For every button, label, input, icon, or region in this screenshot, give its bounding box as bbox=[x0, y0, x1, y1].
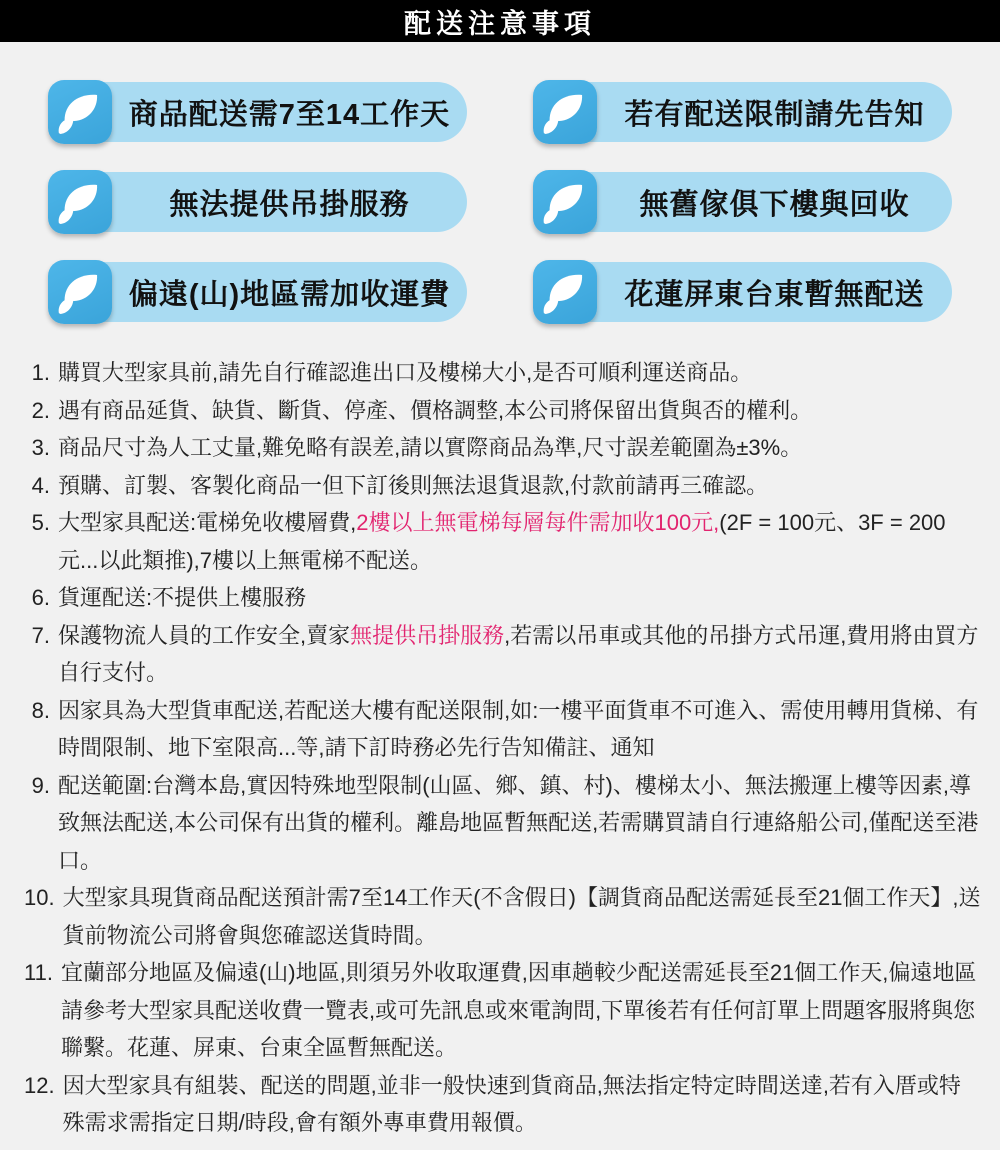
leaf-icon bbox=[48, 170, 112, 234]
note-item bbox=[24, 692, 982, 767]
badge-grid bbox=[0, 42, 1000, 324]
note-item bbox=[24, 354, 982, 392]
note-number: 7. bbox=[31, 622, 50, 648]
note-number: 12. bbox=[24, 1072, 55, 1098]
page-title: 配送注意事項 bbox=[404, 8, 596, 39]
note-text bbox=[58, 579, 982, 617]
note-text-segment: 因大型家具有組裝、配送的問題,並非一般快速到貨商品,無法指定特定時間送達,若有入厝或特殊需求需指定日期/時段,會有額外專車費用報價。 bbox=[62, 1072, 961, 1135]
note-text bbox=[58, 467, 982, 505]
note-number: 5. bbox=[31, 510, 50, 535]
badge bbox=[48, 80, 467, 144]
leaf-icon bbox=[48, 80, 112, 144]
note-text-segment: 貨運配送:不提供上樓服務 bbox=[58, 585, 307, 610]
note-number: 4. bbox=[31, 472, 50, 498]
badge-label: 無法提供吊掛服務 bbox=[169, 188, 410, 221]
note-text bbox=[58, 767, 982, 880]
note-item bbox=[24, 392, 982, 430]
note-number: 3. bbox=[31, 435, 50, 460]
note-number: 1. bbox=[31, 360, 50, 385]
note-item bbox=[24, 879, 982, 954]
badge-label: 偏遠(山)地區需加收運費 bbox=[128, 278, 451, 311]
note-text bbox=[58, 692, 982, 767]
note-text bbox=[58, 617, 982, 692]
note-text-segment: 因家具為大型貨車配送,若配送大樓有配送限制,如:一樓平面貨車不可進入、需使用轉用貨梯、有時間限制、地下室限高...等,請下訂時務必先行告知備註、通知 bbox=[58, 697, 979, 760]
note-item bbox=[24, 954, 982, 1067]
note-text-segment: 商品尺寸為人工丈量,難免略有誤差,請以實際商品為準,尺寸誤差範圍為±3%。 bbox=[58, 435, 803, 460]
note-text-segment: 宜蘭部分地區及偏遠(山)地區,則須另外收取運費,因車趟較少配送需延長至21個工作天,偏遠地區請參考大型家具配送收費一覽表,或可先訊息或來電詢問,下單後若有任何訂單上問題客服將與您聯繫。花蓮、屏東、台東全區暫無配送。 bbox=[60, 960, 977, 1060]
badge-label: 無舊傢俱下樓與回收 bbox=[639, 188, 910, 221]
badge bbox=[533, 170, 952, 234]
note-text bbox=[58, 429, 982, 467]
badge-label: 若有配送限制請先告知 bbox=[624, 98, 925, 131]
page-title-bar bbox=[0, 0, 1000, 42]
note-text-segment: 大型家具配送:電梯免收樓層費, bbox=[58, 510, 357, 535]
note-item bbox=[24, 467, 982, 505]
note-text bbox=[58, 354, 982, 392]
badge-label: 商品配送需7至14工作天 bbox=[128, 98, 451, 131]
note-text bbox=[63, 1067, 982, 1142]
leaf-icon bbox=[533, 80, 597, 144]
note-text bbox=[61, 954, 982, 1067]
note-number: 9. bbox=[31, 772, 50, 798]
note-text-segment: 大型家具現貨商品配送預計需7至14工作天(不含假日)【調貨商品配送需延長至21個工作天】,送貨前物流公司將會與您確認送貨時間。 bbox=[62, 885, 981, 948]
note-text-segment: 配送範圍:台灣本島,實因特殊地型限制(山區、鄉、鎮、村)、樓梯太小、無法搬運上樓等因素,導致無法配送,本公司保有出貨的權利。離島地區暫無配送,若需購買請自行連絡船公司,僅配送至港口。 bbox=[58, 772, 979, 873]
note-number: 8. bbox=[31, 697, 50, 723]
note-text-segment: (2F = 100元、3F = 200元...以此類推),7樓以上無電梯不配送。 bbox=[58, 510, 946, 573]
note-item bbox=[24, 617, 982, 692]
note-text bbox=[63, 879, 982, 954]
leaf-icon bbox=[533, 170, 597, 234]
note-number: 11. bbox=[24, 960, 53, 985]
note-item bbox=[24, 429, 982, 467]
badge bbox=[48, 170, 467, 234]
note-item bbox=[24, 767, 982, 880]
note-number: 6. bbox=[31, 585, 50, 610]
badge bbox=[48, 260, 467, 324]
badge-label: 花蓮屏東台東暫無配送 bbox=[624, 278, 925, 311]
note-number: 10. bbox=[24, 885, 55, 910]
note-text-segment: 購買大型家具前,請先自行確認進出口及樓梯大小,是否可順利運送商品。 bbox=[58, 360, 753, 385]
note-text-highlight: 2樓以上無電梯每層每件需加收100元, bbox=[356, 510, 720, 535]
note-text-segment: 保護物流人員的工作安全,賣家 bbox=[58, 622, 351, 648]
note-text-segment: 預購、訂製、客製化商品一但下訂後則無法退貨退款,付款前請再三確認。 bbox=[58, 472, 769, 498]
badge bbox=[533, 260, 952, 324]
note-text-segment: ,若需以吊車或其他的吊掛方式吊運,費用將由買方自行支付。 bbox=[58, 622, 979, 685]
note-text-highlight: 無提供吊掛服務 bbox=[350, 622, 505, 648]
note-item bbox=[24, 579, 982, 617]
note-number: 2. bbox=[31, 397, 50, 423]
note-text bbox=[58, 504, 982, 579]
leaf-icon bbox=[533, 260, 597, 324]
note-item bbox=[24, 1067, 982, 1142]
leaf-icon bbox=[48, 260, 112, 324]
note-text bbox=[58, 392, 982, 430]
badge bbox=[533, 80, 952, 144]
note-item bbox=[24, 504, 982, 579]
note-text-segment: 遇有商品延貨、缺貨、斷貨、停產、價格調整,本公司將保留出貨與否的權利。 bbox=[58, 397, 813, 423]
notes-list bbox=[0, 354, 1000, 1142]
